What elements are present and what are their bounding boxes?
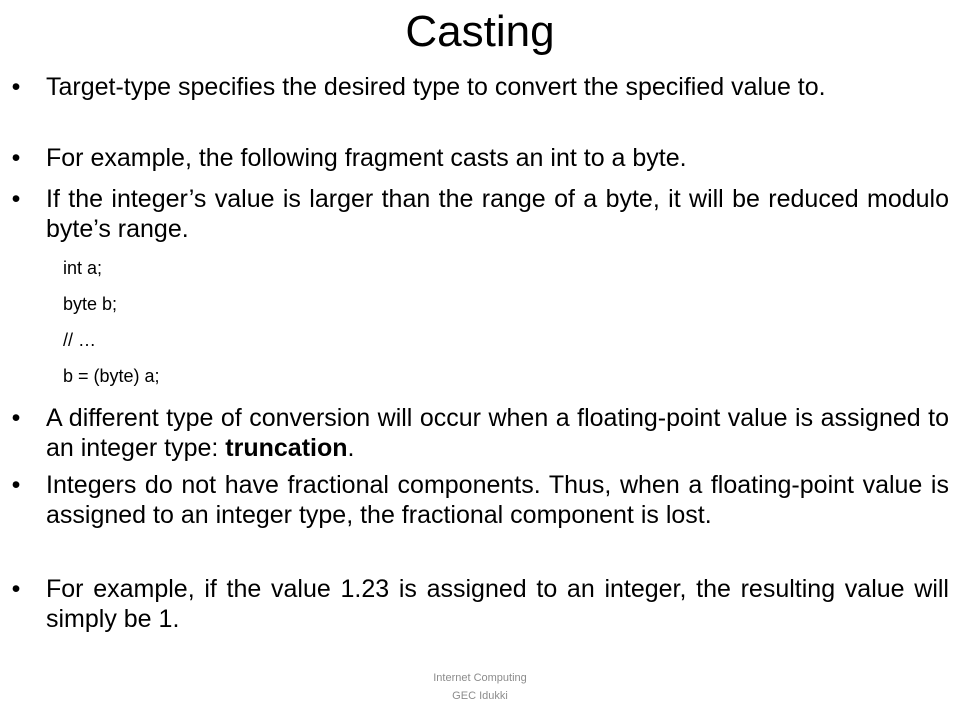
bullet-dot: • — [11, 144, 21, 172]
bullet-text-bold: truncation — [225, 434, 348, 462]
bullet-dot: • — [11, 185, 21, 213]
bullet-item — [11, 574, 949, 634]
bullet-text-part: A different type of conversion will occur when a floating-point value is assigned to an integer type: — [46, 404, 949, 462]
footer-line-2: GEC Idukki — [452, 690, 508, 702]
footer-line-1: Internet Computing — [433, 672, 527, 684]
bullet-dot: • — [11, 575, 21, 603]
code-line: byte b; — [63, 294, 118, 314]
bullet-text: If the integer’s value is larger than the range of a byte, it will be reduced modulo byte’s range. — [46, 185, 949, 243]
bullet-item — [11, 184, 949, 244]
code-line: // … — [63, 330, 97, 350]
bullet-text: For example, the following fragment casts an int to a byte. — [46, 144, 687, 172]
bullet-item — [11, 470, 949, 530]
code-line: int a; — [63, 258, 103, 278]
bullet-text: Target-type specifies the desired type to convert the specified value to. — [46, 73, 826, 101]
code-line: b = (byte) a; — [63, 366, 160, 386]
bullet-dot: • — [11, 404, 21, 432]
bullet-text — [46, 403, 949, 463]
bullet-dot: • — [11, 73, 21, 101]
bullet-text-part: . — [347, 434, 355, 462]
bullet-dot: • — [11, 471, 21, 499]
bullet-item — [11, 143, 949, 173]
bullet-text: For example, if the value 1.23 is assigned to an integer, the resulting value will simply be 1. — [46, 575, 949, 633]
bullet-item — [11, 72, 949, 102]
slide-title: Casting — [405, 7, 555, 56]
bullet-item — [11, 403, 949, 463]
bullet-text: Integers do not have fractional components. Thus, when a floating-point value is assigned to an integer type, the fractional component is lost. — [46, 471, 949, 529]
